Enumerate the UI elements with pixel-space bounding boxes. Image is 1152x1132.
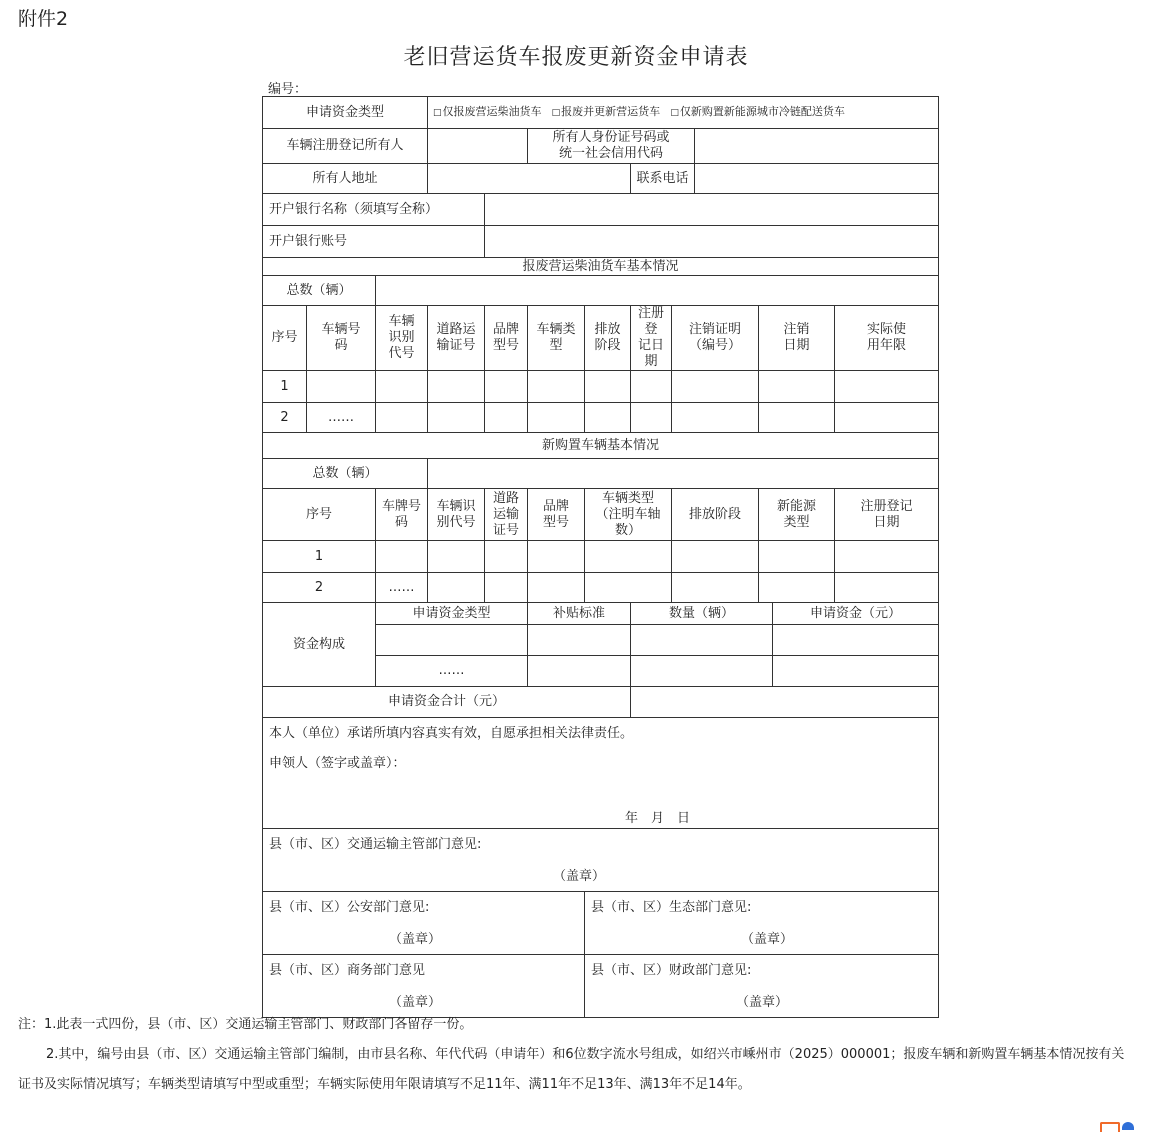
col-header: [263, 489, 376, 541]
table-cell[interactable]: [376, 371, 428, 403]
funding-header-type: 申请资金类型: [376, 603, 528, 625]
checkbox-icon: □: [551, 108, 561, 118]
funding-cell[interactable]: [773, 625, 939, 656]
funding-cell[interactable]: [528, 656, 631, 687]
col-header-line: 阶段: [594, 338, 621, 353]
signature-date: 年 月 日: [625, 811, 691, 826]
table-cell[interactable]: [672, 403, 759, 433]
table-cell[interactable]: [485, 403, 528, 433]
pledge-statement: 本人（单位）承诺所填内容真实有效，自愿承担相关法律责任。: [269, 726, 634, 741]
police-opinion-label: 县（市、区）公安部门意见:: [269, 900, 430, 915]
application-form-table: [262, 96, 939, 1018]
col-header-line: 车牌号: [381, 498, 421, 514]
funding-header-quantity: 数量（辆）: [631, 603, 773, 625]
checkbox-icon: □: [433, 108, 442, 118]
table-cell[interactable]: [376, 403, 428, 433]
col-header: [376, 489, 428, 541]
table-cell[interactable]: [585, 403, 631, 433]
col-header-line: 实际使: [867, 322, 907, 337]
table-cell[interactable]: [428, 573, 485, 603]
col-header-line: 排放: [594, 322, 621, 337]
col-header-line: 识别: [388, 330, 415, 345]
table-cell[interactable]: [485, 371, 528, 403]
row-number: 1: [263, 541, 376, 573]
table-cell[interactable]: [835, 541, 939, 573]
seal-label: （盖章）: [389, 995, 442, 1010]
new-vehicle-header-row: [263, 489, 939, 541]
col-header-line: 序号: [271, 330, 298, 345]
table-cell[interactable]: [585, 371, 631, 403]
col-header-line: 代号: [388, 346, 415, 361]
table-cell[interactable]: [376, 541, 428, 573]
col-header-line: 排放阶段: [688, 506, 741, 522]
col-header-line: 码: [394, 514, 408, 530]
commerce-opinion-label: 县（市、区）商务部门意见: [269, 963, 426, 978]
seal-label: （盖章）: [736, 995, 789, 1010]
new-vehicle-section-title: 新购置车辆基本情况: [263, 433, 939, 459]
col-header-line: 注册登记: [860, 498, 913, 514]
table-cell[interactable]: [528, 573, 585, 603]
col-header: [835, 306, 939, 371]
note-1: 注：1.此表一式四份，县（市、区）交通运输主管部门、财政部门各留存一份。: [18, 1017, 473, 1032]
col-header-line: 注销证明: [688, 322, 741, 337]
col-header: [759, 306, 835, 371]
phone-label: 联系电话: [631, 164, 695, 194]
table-cell[interactable]: [835, 403, 939, 433]
fund-option-scrap-only[interactable]: □仅报废营运柴油货车: [433, 105, 542, 118]
col-header-line: 运输: [492, 506, 519, 522]
col-header-line: 车辆识: [436, 498, 476, 514]
col-header-line: 型号: [542, 514, 569, 530]
col-header: [428, 489, 485, 541]
address-field[interactable]: [428, 164, 631, 194]
transport-opinion-label: 县（市、区）交通运输主管部门意见:: [269, 837, 482, 852]
col-header-line: 道路运: [436, 322, 476, 337]
scrapped-section-title: 报废营运柴油货车基本情况: [263, 258, 939, 276]
funding-cell[interactable]: [773, 656, 939, 687]
col-header-line: 品牌: [492, 322, 519, 337]
col-header: [585, 306, 631, 371]
table-cell[interactable]: [428, 541, 485, 573]
col-header-line: 别代号: [436, 514, 476, 530]
col-header: [263, 306, 307, 371]
new-vehicle-total-field[interactable]: [428, 459, 939, 489]
col-header-line: 车辆号: [321, 322, 361, 337]
table-cell[interactable]: [631, 371, 672, 403]
bank-name-label: 开户银行名称（须填写全称）: [263, 194, 485, 226]
col-header-line: 记日期: [637, 338, 664, 369]
col-header-line: 数）: [614, 522, 641, 538]
owner-label: 车辆注册登记所有人: [263, 129, 428, 164]
ecology-opinion-label: 县（市、区）生态部门意见:: [591, 900, 752, 915]
finance-opinion-label: 县（市、区）财政部门意见:: [591, 963, 752, 978]
table-row: [263, 403, 939, 433]
table-cell[interactable]: [672, 573, 759, 603]
table-cell[interactable]: [759, 371, 835, 403]
col-header-line: 注册登: [637, 306, 664, 337]
table-cell[interactable]: [528, 371, 585, 403]
funding-cell[interactable]: [528, 625, 631, 656]
badge-blue-icon: [1122, 1122, 1134, 1130]
col-header-line: 车辆: [388, 314, 415, 329]
table-cell[interactable]: [835, 573, 939, 603]
row-number: 1: [263, 371, 307, 403]
bank-name-field[interactable]: [485, 194, 939, 226]
owner-field[interactable]: [428, 129, 528, 164]
table-cell[interactable]: [759, 403, 835, 433]
col-header-line: 车辆类: [536, 322, 576, 337]
funding-header-standard: 补贴标准: [528, 603, 631, 625]
table-cell[interactable]: ……: [307, 403, 376, 433]
col-header-line: 车辆类型: [601, 490, 654, 506]
scrapped-total-label: 总数（辆）: [263, 276, 376, 306]
col-header-line: （编号）: [688, 338, 741, 353]
funding-total-field[interactable]: [631, 687, 939, 718]
form-title: 老旧营运货车报废更新资金申请表: [403, 45, 749, 70]
transport-opinion-section[interactable]: [263, 829, 939, 892]
col-header: [528, 489, 585, 541]
col-header-line: 日期: [873, 514, 900, 530]
table-cell[interactable]: [631, 403, 672, 433]
col-header: [672, 489, 759, 541]
fund-option-scrap-and-renew[interactable]: □报废并更新营运货车: [551, 105, 661, 118]
badge-orange-icon: [1100, 1122, 1120, 1132]
bank-account-field[interactable]: [485, 226, 939, 258]
funding-cell[interactable]: [376, 625, 528, 656]
funding-cell[interactable]: [631, 656, 773, 687]
bank-account-label: 开户银行账号: [263, 226, 485, 258]
phone-field[interactable]: [695, 164, 939, 194]
col-header-line: 型号: [492, 338, 519, 353]
col-header-line: 注销: [783, 322, 810, 337]
table-cell[interactable]: [485, 541, 528, 573]
col-header-line: 输证号: [436, 338, 476, 353]
attachment-label: 附件2: [18, 8, 69, 30]
table-cell[interactable]: [485, 573, 528, 603]
col-header: [585, 489, 672, 541]
col-header-line: 用年限: [867, 338, 907, 353]
row-number: 2: [263, 403, 307, 433]
col-header-line: 型: [549, 338, 563, 353]
col-header-line: 序号: [305, 506, 332, 522]
table-cell[interactable]: [528, 541, 585, 573]
finance-opinion-section[interactable]: [585, 955, 939, 1018]
col-header: [672, 306, 759, 371]
col-header: [835, 489, 939, 541]
fund-option-new-ev-only[interactable]: □仅新购置新能源城市冷链配送货车: [670, 105, 845, 118]
signature-label[interactable]: 申领人（签字或盖章）：: [269, 756, 406, 771]
col-header: [631, 306, 672, 371]
table-cell[interactable]: [759, 573, 835, 603]
app-badge-icon[interactable]: [1100, 1120, 1134, 1130]
police-opinion-section[interactable]: [263, 892, 585, 955]
table-cell[interactable]: [528, 403, 585, 433]
table-cell[interactable]: [835, 371, 939, 403]
col-header: [528, 306, 585, 371]
seal-label: （盖章）: [741, 932, 794, 947]
commerce-opinion-section[interactable]: [263, 955, 585, 1018]
note-2: 2.其中，编号由县（市、区）交通运输主管部门编制，由市县名称、年代代码（申请年）和6位数字流水号组成，如绍兴市嵊州市（2025）000001；报废车辆和新购置车辆基本情况按有关证书及实际情况填写；车辆类型请填写中型或重型；车辆实际使用年限请填写不足11年、满11年不足13年、满13年不足14年。: [18, 1047, 1125, 1092]
checkbox-icon: □: [670, 108, 679, 118]
table-cell[interactable]: [307, 371, 376, 403]
pledge-section: [263, 718, 939, 829]
table-row: [263, 573, 939, 603]
owner-id-field[interactable]: [695, 129, 939, 164]
funding-total-label: 申请资金合计（元）: [263, 687, 631, 718]
table-cell[interactable]: [428, 403, 485, 433]
col-header: [759, 489, 835, 541]
col-header: [485, 306, 528, 371]
table-row: [263, 371, 939, 403]
col-header-line: 新能源: [776, 498, 816, 514]
table-row: [263, 541, 939, 573]
row-number: 2: [263, 573, 376, 603]
funding-section-label: 资金构成: [263, 603, 376, 687]
col-header-line: 类型: [783, 514, 810, 530]
col-header: [428, 306, 485, 371]
table-cell[interactable]: [672, 541, 759, 573]
table-cell[interactable]: ……: [376, 573, 428, 603]
scrapped-header-row: [263, 306, 939, 371]
seal-label: （盖章）: [389, 932, 442, 947]
table-cell[interactable]: [585, 541, 672, 573]
seal-label: （盖章）: [553, 869, 606, 884]
col-header-line: （注明车轴: [595, 506, 661, 522]
table-cell[interactable]: [672, 371, 759, 403]
new-vehicle-total-label: 总数（辆）: [263, 459, 428, 489]
fund-type-label: 申请资金类型: [263, 97, 428, 129]
funding-cell[interactable]: ……: [376, 656, 528, 687]
table-cell[interactable]: [428, 371, 485, 403]
table-cell[interactable]: [759, 541, 835, 573]
col-header: [376, 306, 428, 371]
serial-number-label: 编号：: [268, 82, 308, 97]
table-cell[interactable]: [585, 573, 672, 603]
funding-cell[interactable]: [631, 625, 773, 656]
funding-header-amount: 申请资金（元）: [773, 603, 939, 625]
col-header-line: 品牌: [542, 498, 569, 514]
address-label: 所有人地址: [263, 164, 428, 194]
ecology-opinion-section[interactable]: [585, 892, 939, 955]
col-header: [307, 306, 376, 371]
col-header-line: 证号: [492, 522, 519, 538]
col-header: [485, 489, 528, 541]
owner-id-label: 所有人身份证号码或 统一社会信用代码: [528, 129, 695, 164]
col-header-line: 道路: [492, 490, 519, 506]
fund-type-options: [428, 97, 939, 129]
scrapped-total-field[interactable]: [376, 276, 939, 306]
col-header-line: 码: [334, 338, 348, 353]
col-header-line: 日期: [783, 338, 810, 353]
